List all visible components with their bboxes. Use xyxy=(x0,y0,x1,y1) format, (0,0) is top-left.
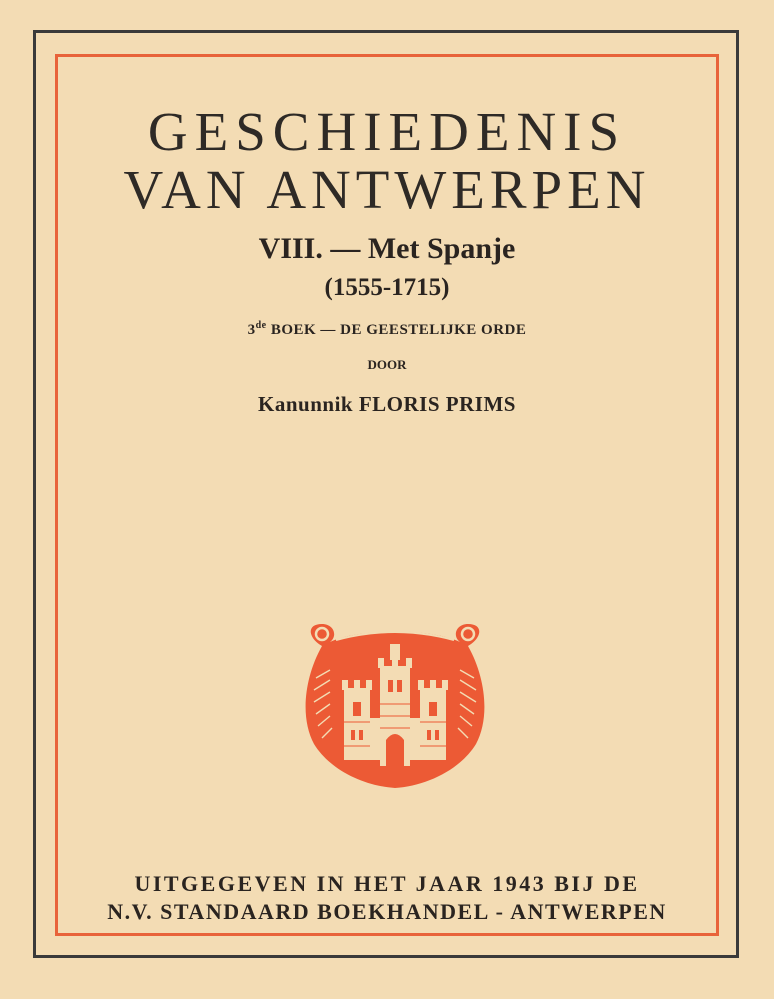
volume-years: (1555-1715) xyxy=(324,274,450,301)
author-name: Kanunnik FLORIS PRIMS xyxy=(258,392,516,416)
book-subtitle xyxy=(0,320,774,339)
publisher-line-2: N.V. STANDAARD BOEKHANDEL - ANTWERPEN xyxy=(107,899,667,924)
book-text: BOEK — DE GEESTELIJKE ORDE xyxy=(266,322,527,338)
title-line-2: VAN ANTWERPEN xyxy=(123,159,651,220)
antwerp-crest-icon xyxy=(300,618,490,790)
publisher-line-1: UITGEGEVEN IN HET JAAR 1943 BIJ DE xyxy=(134,871,640,896)
by-label: DOOR xyxy=(367,357,407,372)
book-ordinal: de xyxy=(255,320,267,331)
title-line-1: GESCHIEDENIS xyxy=(147,101,627,162)
book-number: 3 xyxy=(247,322,256,338)
volume-title: VIII. — Met Spanje xyxy=(258,232,516,265)
